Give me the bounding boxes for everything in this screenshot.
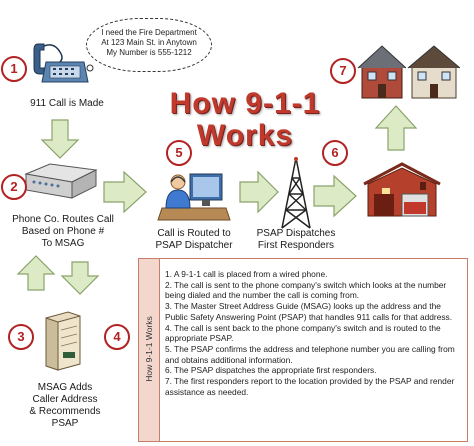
step-badge-7: 7 bbox=[330, 58, 356, 84]
arrow-station-to-7 bbox=[376, 106, 416, 150]
msag-server-icon bbox=[42, 310, 84, 372]
bubble-line: At 123 Main St. in Anytown bbox=[101, 38, 197, 47]
panel-side-label: How 9-1-1 Works bbox=[144, 316, 154, 382]
speech-bubble bbox=[86, 18, 212, 72]
step-text: 3. The Master Street Address Guide (MSAG) looks up the address and the Public Safety Answering Point (PSAP) that handles 911 calls for that address. bbox=[165, 301, 453, 322]
steps-panel bbox=[138, 258, 468, 442]
step1-label bbox=[22, 98, 112, 110]
label-line: & Recommends bbox=[29, 406, 101, 417]
step-text: 1. A 9-1-1 call is placed from a wired phone. bbox=[165, 269, 328, 279]
label-line: PSAP Dispatcher bbox=[155, 240, 233, 251]
label-line: PSAP bbox=[51, 418, 79, 429]
label-line: MSAG Adds bbox=[37, 382, 93, 393]
label-line: Caller Address bbox=[32, 394, 98, 405]
label-line: PSAP Dispatches bbox=[256, 228, 336, 239]
label-line: 911 Call is Made bbox=[30, 98, 104, 109]
phone-switch-icon bbox=[20, 160, 100, 206]
step-text: 6. The PSAP dispatches the appropriate first responders. bbox=[165, 365, 377, 376]
title-line-1: How 9-1-1 bbox=[169, 87, 321, 120]
bubble-line: I need the Fire Department bbox=[101, 28, 197, 37]
arrow-6-to-station bbox=[314, 176, 356, 216]
step-text: 4. The call is sent back to the phone company's switch and is routed to the appropriate PSAP. bbox=[165, 322, 441, 344]
dispatcher-icon bbox=[154, 168, 234, 224]
phone-icon bbox=[30, 38, 90, 88]
step-badge-1: 1 bbox=[1, 56, 27, 82]
step-text: 2. The call is sent to the phone company's switch which looks at the number being dialed and the number the call is coming from. bbox=[165, 279, 447, 301]
fire-station-icon bbox=[362, 158, 442, 220]
step3-label bbox=[20, 382, 110, 430]
arrow-1-to-2 bbox=[42, 120, 78, 158]
label-line: Call is Routed to bbox=[157, 228, 231, 239]
step-badge-2: 2 bbox=[1, 174, 27, 200]
step-badge-3: 3 bbox=[8, 324, 34, 350]
panel-side-bar bbox=[139, 259, 160, 441]
step2-label bbox=[8, 214, 118, 250]
arrow-5-to-6 bbox=[240, 172, 278, 212]
step5-label bbox=[148, 228, 240, 252]
arrow-3-to-2 bbox=[18, 256, 54, 290]
radio-tower-icon bbox=[278, 156, 314, 230]
label-line: Phone Co. Routes Call bbox=[12, 214, 114, 225]
step-badge-4: 4 bbox=[104, 324, 130, 350]
arrow-2-to-4 bbox=[62, 262, 98, 294]
step6-label bbox=[248, 228, 344, 252]
title-line-2: Works bbox=[196, 119, 294, 152]
step-text: 7. The first responders report to the location provided by the PSAP and render assistance as needed. bbox=[165, 376, 455, 397]
label-line: Based on Phone # bbox=[21, 226, 105, 237]
bubble-line: My Number is 555-1212 bbox=[106, 48, 192, 57]
label-line: To MSAG bbox=[41, 238, 85, 249]
steps-list bbox=[165, 269, 461, 397]
label-line: First Responders bbox=[257, 240, 335, 251]
arrow-2-to-5 bbox=[104, 172, 146, 212]
step-badge-6: 6 bbox=[322, 140, 348, 166]
step-badge-5: 5 bbox=[166, 140, 192, 166]
houses-icon bbox=[356, 44, 460, 100]
step-text: 5. The PSAP confirms the address and telephone number you are calling from and obtains additional information. bbox=[165, 343, 455, 365]
